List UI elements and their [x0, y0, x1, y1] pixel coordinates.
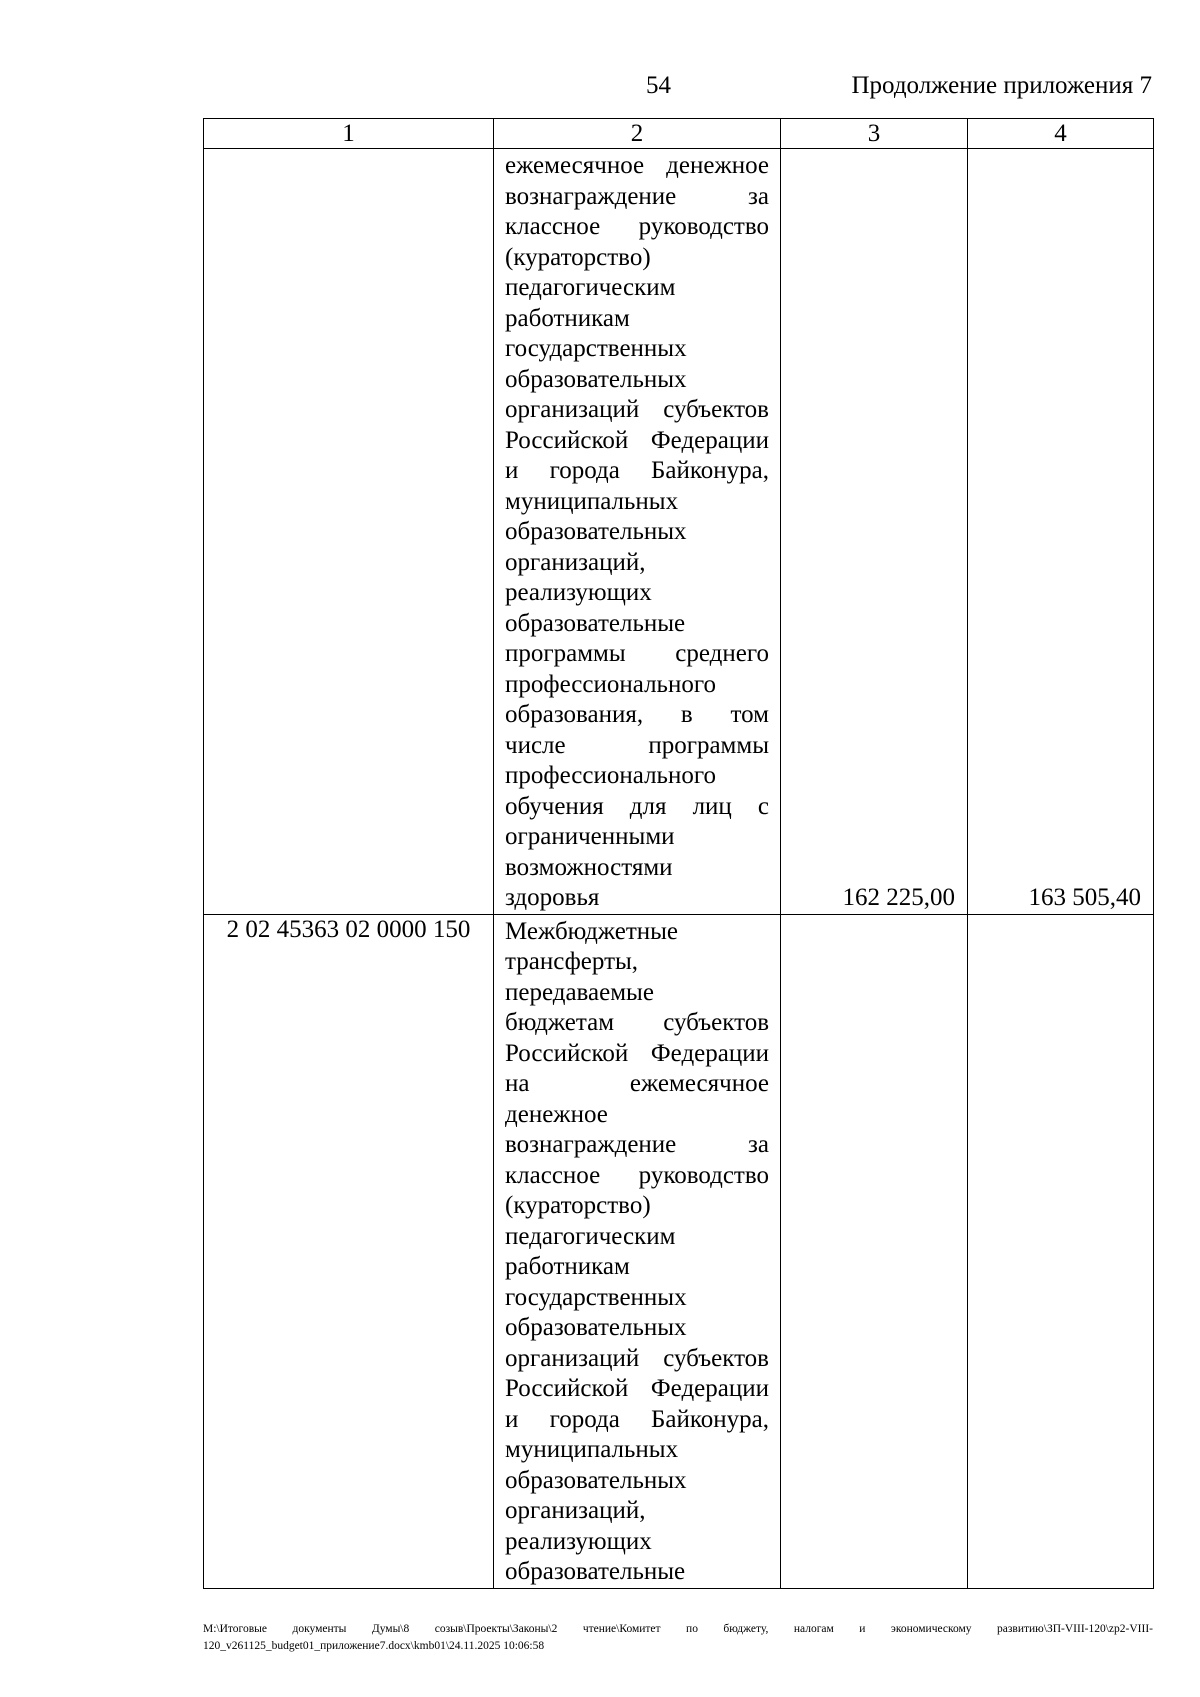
footer-line: М:\Итоговые документы Думы\8 созыв\Проекты\Законы\2 чтение\Комитет по бюджету, налогам и экономическому развитию\ЗП-VIII-120\zp2-VIII- [203, 1623, 1153, 1635]
appendix-table [203, 118, 1154, 1589]
description-line: и города Байконура, [505, 457, 769, 484]
column-header: 2 [494, 119, 781, 149]
file-path-footer [203, 1621, 1153, 1655]
description-line: государственных [505, 335, 687, 362]
table-row [204, 149, 1154, 915]
table-row [204, 914, 1154, 1588]
description-line: организаций, [505, 548, 646, 576]
description-line: (кураторство) [505, 1192, 651, 1219]
description-line: бюджетам субъектов [505, 1009, 769, 1036]
column-header: 4 [968, 119, 1154, 149]
description-line: вознаграждение за [505, 182, 769, 210]
description-line: образовательные [505, 1558, 686, 1585]
description-line: образовательных [505, 1314, 687, 1341]
description-line: работникам [505, 1253, 630, 1280]
row-value-col4: 163 505,40 [968, 149, 1154, 915]
row-code: 2 02 45363 02 0000 150 [204, 914, 494, 1588]
description-line: обучения для лиц с [505, 792, 769, 820]
row-value-col3: 162 225,00 [781, 149, 968, 915]
description-line: профессионального [505, 762, 716, 789]
description-line: образовательных [505, 518, 687, 545]
column-header: 3 [781, 119, 968, 149]
description-line: организаций, [505, 1497, 646, 1524]
description-line: передаваемые [505, 978, 654, 1006]
description-line: образовательные [505, 609, 686, 637]
description-line: денежное [505, 1100, 608, 1128]
description-line: Российской Федерации [505, 1039, 769, 1067]
description-line: возможностями [505, 853, 673, 881]
row-code [204, 149, 494, 915]
description-line: государственных [505, 1283, 687, 1311]
description-line: ежемесячное денежное [505, 152, 769, 179]
description-line: педагогическим [505, 1222, 676, 1250]
description-line: классное руководство [505, 213, 769, 240]
description-line: образования, в том [505, 701, 769, 728]
footer-line: 120_v261125_budget01_приложение7.docx\kmb01\24.11.2025 10:06:58 [203, 1640, 545, 1652]
description-line: муниципальных [505, 487, 679, 515]
description-line: Межбюджетные [505, 917, 679, 945]
description-line: организаций субъектов [505, 1344, 769, 1372]
description-line: муниципальных [505, 1436, 679, 1463]
description-line: организаций субъектов [505, 396, 769, 423]
row-value-col3 [781, 914, 968, 1588]
description-line: программы среднего [505, 640, 769, 667]
description-line: педагогическим [505, 274, 676, 301]
page-number: 54 [646, 72, 671, 99]
description-line: на ежемесячное [505, 1070, 769, 1097]
description-line: Российской Федерации [505, 1375, 769, 1402]
row-value-col4 [968, 914, 1154, 1588]
description-line: образовательных [505, 1466, 687, 1494]
description-line: трансферты, [505, 948, 639, 975]
description-line: Российской Федерации [505, 426, 769, 454]
row-description [494, 149, 781, 915]
description-line: числе программы [505, 731, 769, 759]
description-line: реализующих [505, 1527, 652, 1555]
continuation-title: Продолжение приложения 7 [851, 72, 1152, 99]
description-line: образовательных [505, 365, 687, 393]
description-line: и города Байконура, [505, 1405, 769, 1433]
description-line: вознаграждение за [505, 1131, 769, 1158]
description-line: работникам [505, 304, 630, 332]
row-description [494, 914, 781, 1588]
table-header-row [204, 119, 1154, 149]
description-line: здоровья [505, 884, 600, 911]
description-line: профессионального [505, 670, 716, 698]
description-line: реализующих [505, 579, 652, 606]
description-line: (кураторство) [505, 243, 651, 271]
description-line: классное руководство [505, 1161, 769, 1189]
description-line: ограниченными [505, 823, 675, 850]
column-header: 1 [204, 119, 494, 149]
